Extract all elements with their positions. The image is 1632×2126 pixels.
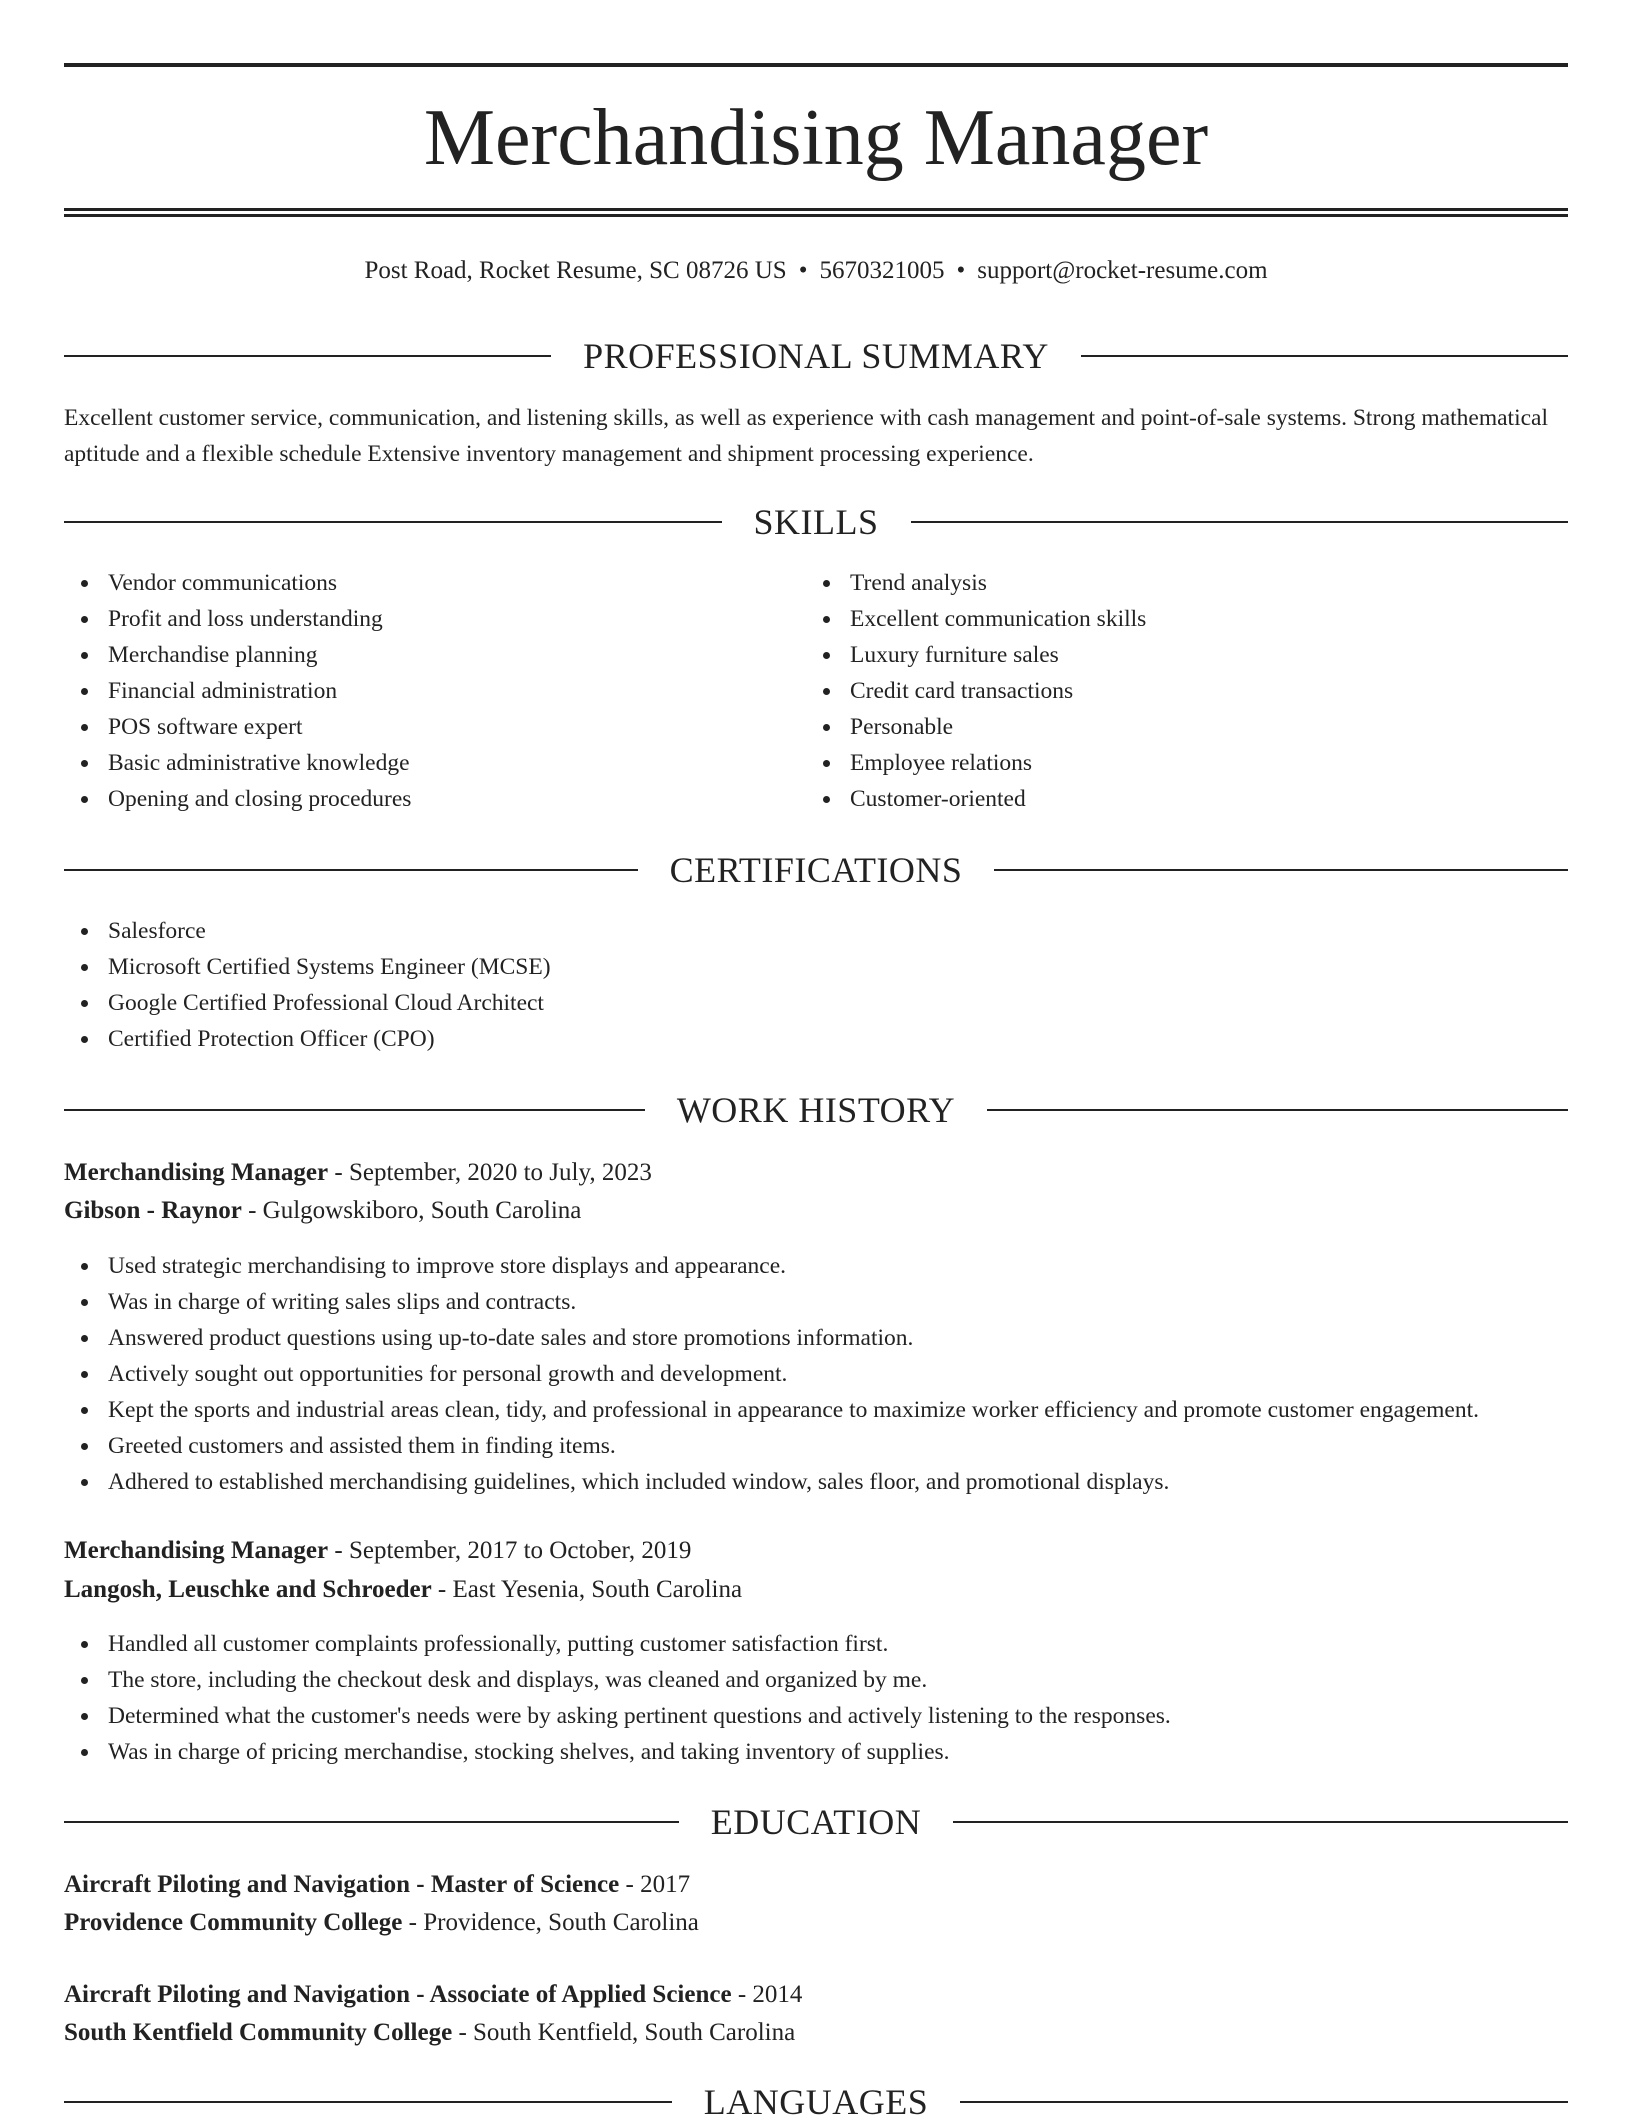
heading-rule [64,1821,679,1823]
section-title: PROFESSIONAL SUMMARY [583,336,1049,376]
skill-item: Merchandise planning [108,637,411,673]
section-title: WORK HISTORY [676,1090,956,1130]
education-school-line [64,2014,1568,2052]
education-school: Providence Community College [64,1909,403,1936]
skill-item: Financial administration [108,673,411,709]
section-title: SKILLS [753,502,879,542]
heading-rule [64,1109,645,1111]
education-degree-line [64,1976,1568,2014]
contact-address: Post Road, Rocket Resume, SC 08726 US [364,257,787,284]
header-top-rule [64,63,1568,67]
job-bullet: Handled all customer complaints professionally, putting customer satisfaction first. [108,1626,1171,1662]
education-year: - 2014 [731,1981,803,2008]
job-title-line [64,1532,1568,1570]
job-bullet: Answered product questions using up-to-date sales and store promotions information. [108,1320,1479,1356]
contact-phone: 5670321005 [819,257,945,284]
section-heading-languages [64,2078,1568,2126]
job-dates: - September, 2017 to October, 2019 [328,1537,692,1564]
heading-rule [911,521,1569,523]
heading-rule [987,1109,1568,1111]
job-company: Langosh, Leuschke and Schroeder [64,1576,432,1603]
job-title: Merchandising Manager [64,1537,329,1564]
skill-item: Credit card transactions [850,673,1146,709]
summary-text: Excellent customer service, communication, and listening skills, as well as experience with cash management and point-of-sale systems. Strong mathematical aptitude and a flexible schedule Extensive inventory management and shipment processing experience. [64,405,1548,467]
job-dates: - September, 2020 to July, 2023 [328,1159,652,1186]
certification-item: Microsoft Certified Systems Engineer (MCSE) [108,949,551,985]
skill-item: Trend analysis [850,565,1146,601]
job-title: Merchandising Manager [64,1159,329,1186]
certification-item: Salesforce [108,913,551,949]
section-heading-skills [64,498,1568,546]
education-year: - 2017 [619,1871,691,1898]
education-location: - Providence, South Carolina [402,1909,699,1936]
job-bullet: Kept the sports and industrial areas clean, tidy, and professional in appearance to maximize worker efficiency and promote customer engagement. [108,1392,1479,1428]
job-location: - Gulgowskiboro, South Carolina [241,1197,582,1224]
job-bullets [64,1248,1479,1500]
job-bullet: The store, including the checkout desk and displays, was cleaned and organized by me. [108,1662,1171,1698]
section-heading-certifications [64,846,1568,894]
skill-item: Profit and loss understanding [108,601,411,637]
heading-rule [960,2101,1568,2103]
heading-rule [1081,355,1568,357]
education-school: South Kentfield Community College [64,2019,453,2046]
resume-name: Merchandising Manager [423,94,1209,182]
skills-list-right [806,565,1146,817]
contact-line [64,254,1568,288]
job-bullet: Used strategic merchandising to improve store displays and appearance. [108,1248,1479,1284]
heading-rule [953,1821,1568,1823]
section-title: CERTIFICATIONS [669,850,963,890]
job-title-line [64,1154,1568,1192]
job-bullet: Was in charge of writing sales slips and contracts. [108,1284,1479,1320]
certifications-list [64,913,551,1057]
skills-list-left [64,565,411,817]
skill-item: Basic administrative knowledge [108,745,411,781]
skill-item: Personable [850,709,1146,745]
skill-item: Customer-oriented [850,781,1146,817]
education-school-line [64,1904,1568,1942]
education-location: - South Kentfield, South Carolina [452,2019,796,2046]
skill-item: Excellent communication skills [850,601,1146,637]
contact-email: support@rocket-resume.com [977,257,1268,284]
contact-separator: • [798,257,808,284]
job-company-line [64,1192,1568,1230]
section-title: LANGUAGES [703,2082,929,2122]
skill-item: Opening and closing procedures [108,781,411,817]
job-bullet: Greeted customers and assisted them in finding items. [108,1428,1479,1464]
skill-item: POS software expert [108,709,411,745]
job-bullet: Determined what the customer's needs were by asking pertinent questions and actively listening to the responses. [108,1698,1171,1734]
heading-rule [994,869,1568,871]
section-heading-education [64,1798,1568,1846]
heading-rule [64,2101,672,2103]
job-company: Gibson - Raynor [64,1197,242,1224]
heading-rule [64,355,551,357]
job-company-line [64,1571,1568,1609]
certification-item: Google Certified Professional Cloud Architect [108,985,551,1021]
skill-item: Employee relations [850,745,1146,781]
job-bullet: Adhered to established merchandising guidelines, which included window, sales floor, and promotional displays. [108,1464,1479,1500]
skill-item: Luxury furniture sales [850,637,1146,673]
education-degree-line [64,1866,1568,1904]
contact-separator: • [956,257,966,284]
section-heading-work-history [64,1086,1568,1134]
job-bullets [64,1626,1171,1770]
section-heading-summary [64,332,1568,380]
job-bullet: Was in charge of pricing merchandise, stocking shelves, and taking inventory of supplies. [108,1734,1171,1770]
certification-item: Certified Protection Officer (CPO) [108,1021,551,1057]
heading-rule [64,521,722,523]
job-bullet: Actively sought out opportunities for personal growth and development. [108,1356,1479,1392]
heading-rule [64,869,638,871]
job-location: - East Yesenia, South Carolina [431,1576,743,1603]
section-title: EDUCATION [710,1802,922,1842]
header-double-rule [64,208,1568,217]
education-degree: Aircraft Piloting and Navigation - Master of Science [64,1871,620,1898]
resume-page [64,0,1568,2122]
skill-item: Vendor communications [108,565,411,601]
education-degree: Aircraft Piloting and Navigation - Associate of Applied Science [64,1981,732,2008]
